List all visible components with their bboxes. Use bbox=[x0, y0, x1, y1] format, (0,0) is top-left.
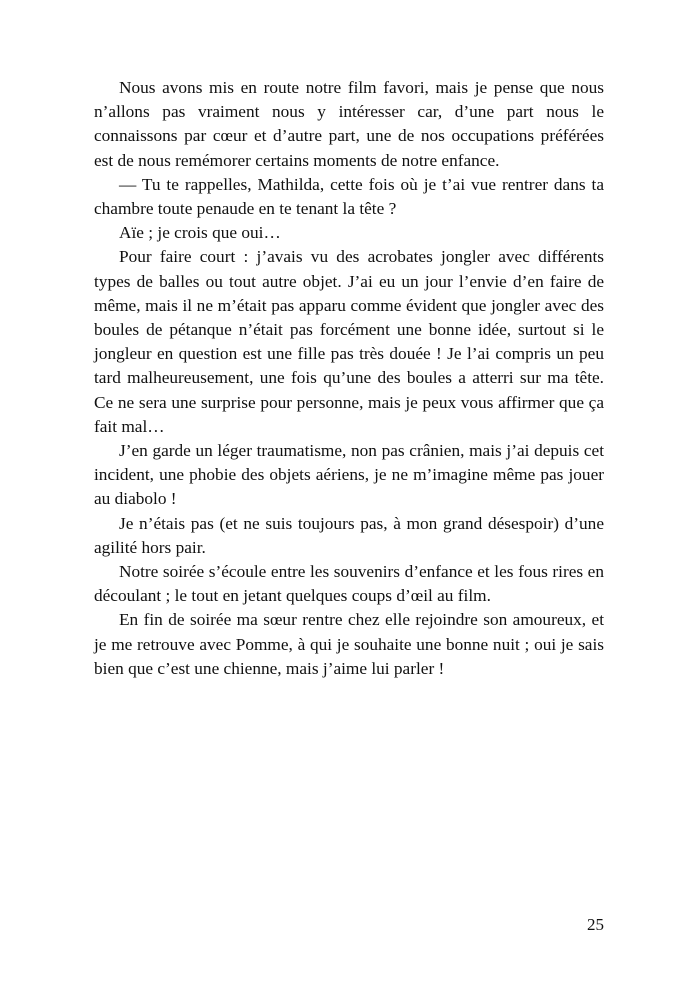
paragraph: Je n’étais pas (et ne suis toujours pas, à mon grand désespoir) d’une agilité hors pair. bbox=[94, 513, 604, 557]
paragraph: Pour faire court : j’avais vu des acrobates jongler avec différents types de balles ou tout autre objet. J’ai eu un jour l’envie d’en faire de même, mais il ne m’était pas apparu comme évident que jongler avec des boules de pétanque n’était pas forcément une bonne idée, surtout si le jongleur en question est une fille pas très douée ! Je l’ai compris un peu tard malheureusement, une fois qu’une des boules a atterri sur ma tête. Ce ne sera une surprise pour personne, mais je peux vous affirmer que ça fait mal… bbox=[94, 247, 604, 436]
body-text bbox=[94, 76, 604, 681]
paragraph: Nous avons mis en route notre film favori, mais je pense que nous n’allons pas vraiment nous y intéresser car, d’une part nous le connaissons par cœur et d’autre part, une de nos occupations préférées est de nous remémorer certains moments de notre enfance. bbox=[94, 78, 604, 170]
paragraph: J’en garde un léger traumatisme, non pas crânien, mais j’ai depuis cet incident, une phobie des objets aériens, je ne m’imagine même pas jouer au diabolo ! bbox=[94, 441, 604, 509]
paragraph: Notre soirée s’écoule entre les souvenirs d’enfance et les fous rires en découlant ; le tout en jetant quelques coups d’œil au film. bbox=[94, 562, 604, 606]
page-number: 25 bbox=[587, 915, 604, 934]
paragraph: En fin de soirée ma sœur rentre chez elle rejoindre son amoureux, et je me retrouve avec Pomme, à qui je souhaite une bonne nuit ; oui je sais bien que c’est une chienne, mais j’aime lui parler ! bbox=[94, 610, 604, 678]
paragraph: Aïe ; je crois que oui… bbox=[119, 223, 281, 243]
paragraph: — Tu te rappelles, Mathilda, cette fois où je t’ai vue rentrer dans ta chambre toute penaude en te tenant la tête ? bbox=[94, 174, 604, 219]
